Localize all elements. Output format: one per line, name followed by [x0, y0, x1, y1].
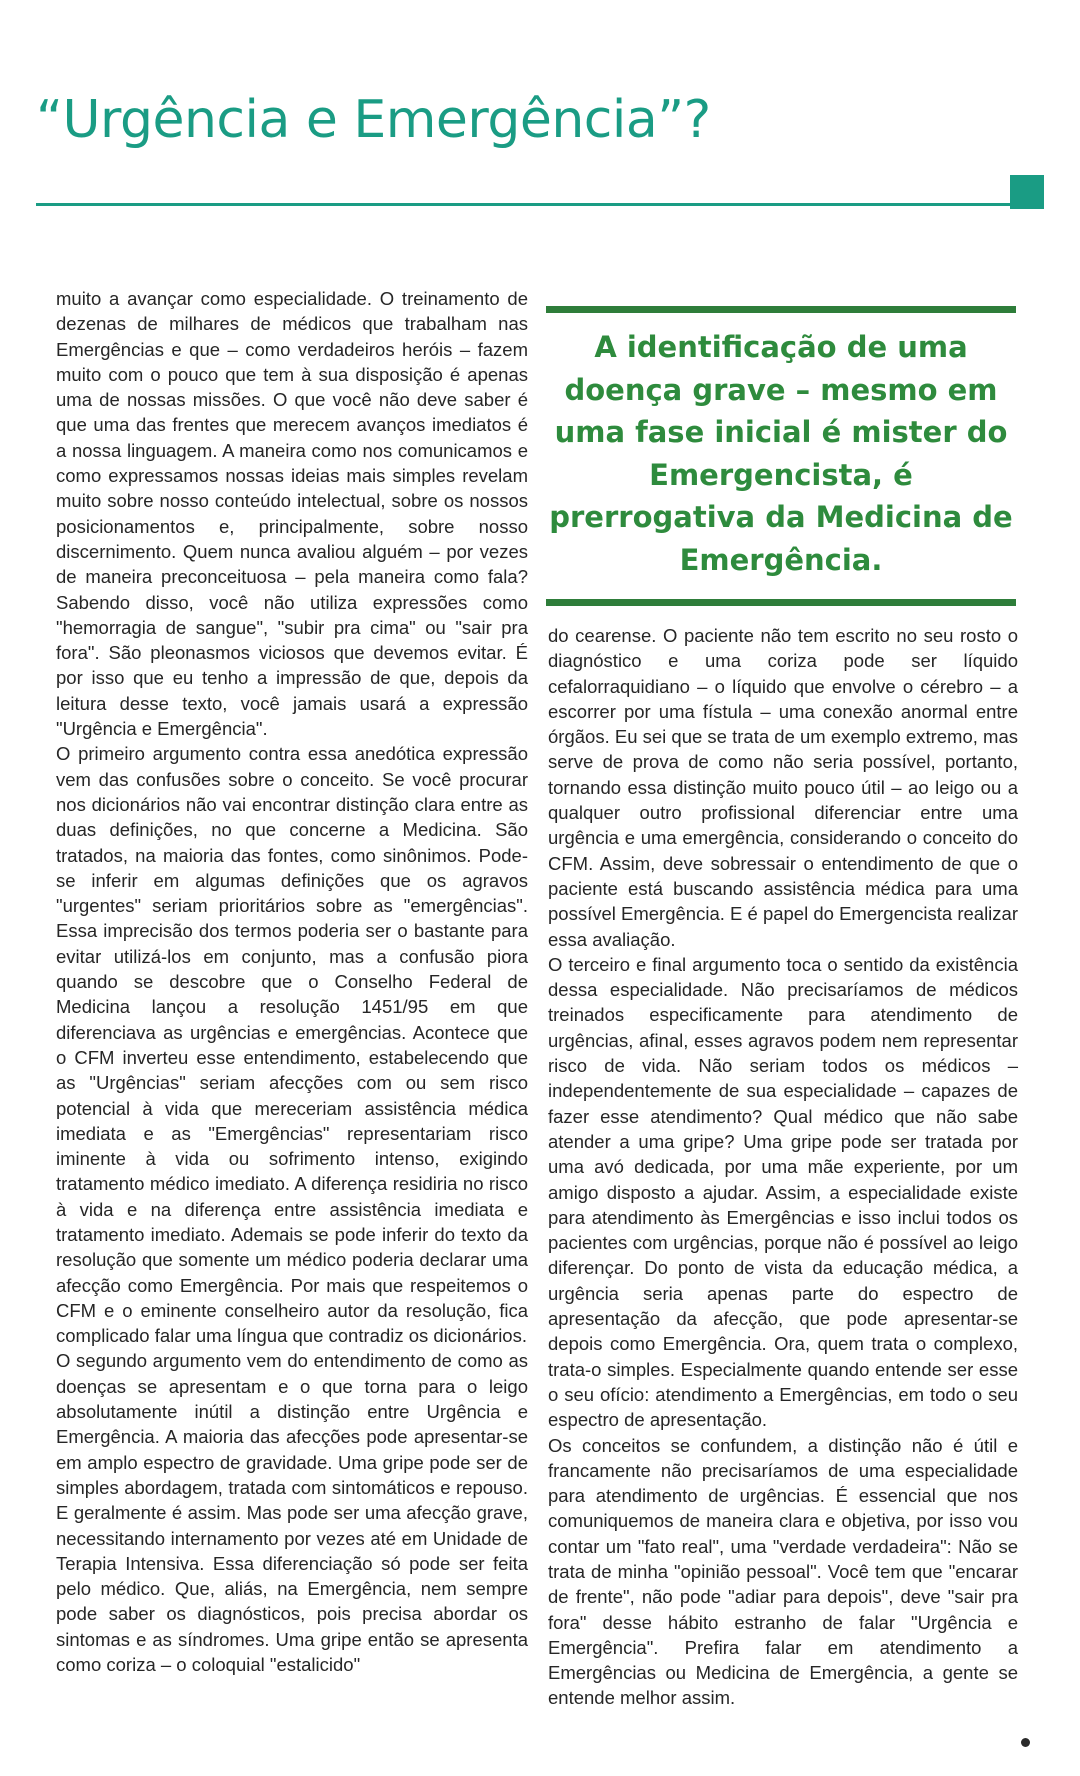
- header-square-accent: [1010, 175, 1044, 209]
- paragraph: muito a avançar como especialidade. O treinamento de dezenas de milhares de médicos que trabalham nas Emergências e que – como verdadeiros heróis – fazem muito com o pouco que tem à sua disposição é apenas uma de nossas missões. O que você não deve saber é que uma das frentes que merecem avanços imediatos é a nossa linguagem. A maneira como nos comunicamos e como expressamos nossas ideias mais simples revelam muito sobre nosso conteúdo intelectual, sobre os nossos posicionamentos e, principalmente, sobre nosso discernimento. Quem nunca avaliou alguém – por vezes de maneira preconceituosa – pela maneira como fala? Sabendo disso, você não utiliza expressões como "hemorragia de sangue", "subir pra cima" ou "sair pra fora". São pleonasmos viciosos que devemos evitar. É por isso que eu tenho a impressão de que, depois da leitura desse texto, você jamais usará a expressão "Urgência e Emergência".: [56, 288, 528, 740]
- pull-quote-text: A identificação de uma doença grave – mesmo em uma fase inicial é mister do Emergencista, é prerrogativa da Medicina de Emergência.: [549, 330, 1013, 577]
- paragraph: Os conceitos se confundem, a distinção não é útil e francamente não precisaríamos de uma especialidade para atendimento de urgências. É essencial que nos comuniquemos de maneira clara e objetiva, por isso vou contar um "fato real", uma "verdade verdadeira": Não se trata de minha "opinião pessoal". Você tem que "encarar de frente", não pode "adiar para depois", deve "sair pra fora" desse hábito estranho de falar "Urgência e Emergência". Prefira falar em atendimento a Emergências ou Medicina de Emergência, a gente se entende melhor assim.: [548, 1434, 1018, 1709]
- pull-quote-bottom-bar: [546, 599, 1016, 606]
- pull-quote-top-bar: [546, 306, 1016, 313]
- header-rule: [36, 203, 1010, 206]
- paragraph: O primeiro argumento contra essa anedótica expressão vem das confusões sobre o conceito. Se você procurar nos dicionários não vai encontrar distinção clara entre as duas definições, no que concerne a Medicina. São tratados, na maioria das fontes, como sinônimos. Pode-se inferir em algumas definições que os agravos "urgentes" seriam prioritários sobre as "emergências". Essa imprecisão dos termos poderia ser o bastante para evitar utilizá-los em conjunto, mas a confusão piora quando se descobre que o Conselho Federal de Medicina lançou a resolução 1451/95 em que diferenciava as urgências e emergências. Acontece que o CFM inverteu esse entendimento, estabelecendo que as "Urgências" seriam afecções com ou sem risco potencial à vida que mereceriam assistência médica imediata e as "Emergências" representariam risco iminente à vida ou sofrimento intenso, exigindo tratamento médico imediato. A diferença residiria no risco à vida e na diferença entre assistência imediata e tratamento imediato. Ademais se pode inferir do texto da resolução que somente um médico poderia declarar uma afecção como Emergência. Por mais que respeitemos o CFM e o eminente conselheiro autor da resolução, fica complicado falar uma língua que contradiz os dicionários.: [56, 743, 528, 1347]
- article-column-left: [56, 286, 528, 1677]
- pull-quote: [546, 306, 1016, 606]
- paragraph: O segundo argumento vem do entendimento de como as doenças se apresentam e o que torna para o leigo absolutamente inútil a distinção entre Urgência e Emergência. A maioria das afecções pode apresentar-se em amplo espectro de gravidade. Uma gripe pode ser de simples abordagem, tratada com sintomáticos e repouso. E geralmente é assim. Mas pode ser uma afecção grave, necessitando internamento por vezes até em Unidade de Terapia Intensiva. Essa diferenciação só pode ser feita pelo médico. Que, aliás, na Emergência, nem sempre pode saber os diagnósticos, pois precisa abordar os sintomas e as síndromes. Uma gripe então se apresenta como coriza – o coloquial "estalicido": [56, 1350, 528, 1676]
- article-column-right: [548, 623, 1018, 1711]
- paragraph: O terceiro e final argumento toca o sentido da existência dessa especialidade. Não precisaríamos de médicos treinados especificamente para atendimento de urgências, afinal, esses agravos podem nem representar risco de vida. Não seriam todos os médicos – independentemente de sua especialidade – capazes de fazer esse atendimento? Qual médico que não sabe atender a uma gripe? Uma gripe pode ser tratada por uma avó dedicada, por uma mãe experiente, por um amigo disposto a ajudar. Assim, a especialidade existe para atendimento às Emergências e isso inclui todos os pacientes com urgências, porque não é possível ao leigo diferençar. Do ponto de vista da educação médica, a urgência seria apenas parte do espectro de apresentação da afecção, que pode apresentar-se depois como Emergência. Ora, quem trata o complexo, trata-o simples. Especialmente quando entende ser esse o seu ofício: atendimento a Emergências, em todo o seu espectro de apresentação.: [548, 953, 1018, 1431]
- end-of-article-dot-icon: [1021, 1738, 1030, 1747]
- paragraph: do cearense. O paciente não tem escrito no seu rosto o diagnóstico e uma coriza pode ser líquido cefalorraquidiano – o líquido que envolve o cérebro – a escorrer por uma fístula – uma conexão anormal entre órgãos. Eu sei que se trata de um exemplo extremo, mas serve de prova de como não seria possível, portanto, tornando essa distinção muito pouco útil – ao leigo ou a qualquer outro profissional diferenciar entre uma urgência e uma emergência, considerando o conceito do CFM. Assim, deve sobressair o entendimento de que o paciente está buscando assistência médica para uma possível Emergência. E é papel do Emergencista realizar essa avaliação.: [548, 625, 1018, 950]
- page-title: “Urgência e Emergência”?: [36, 90, 711, 150]
